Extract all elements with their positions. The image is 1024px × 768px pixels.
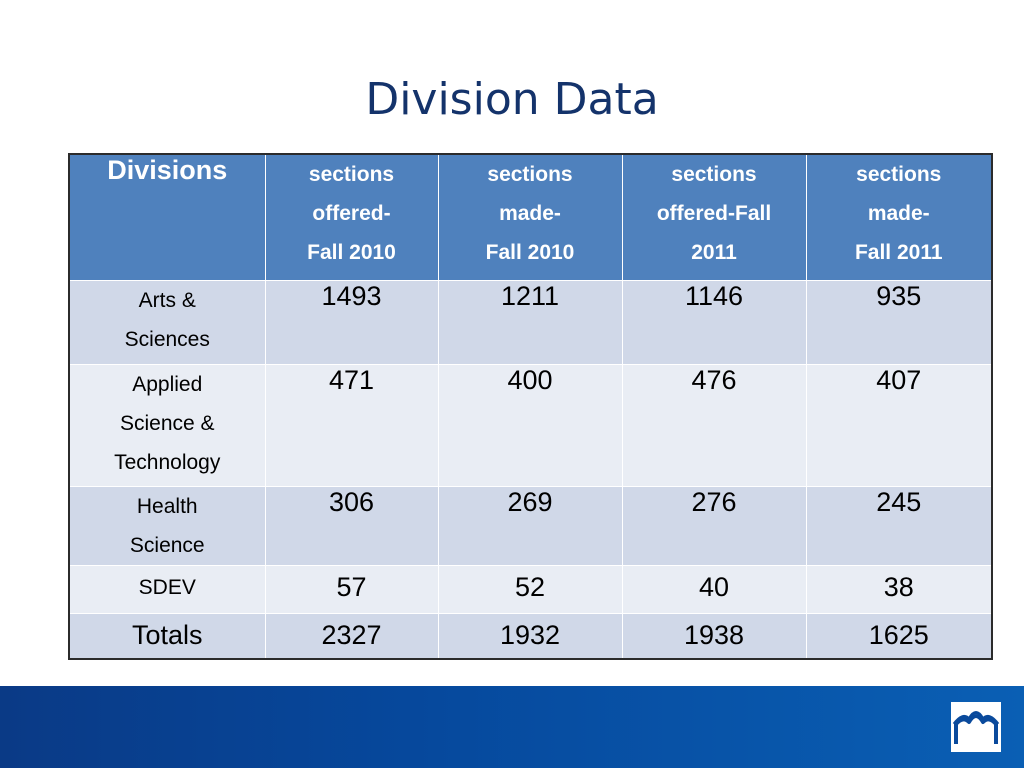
table-row (69, 364, 992, 486)
value-cell: 400 (438, 364, 622, 486)
value-cell: 276 (622, 486, 806, 565)
header-offered-fall-2011: sections offered-Fall 2011 (622, 154, 806, 280)
value-cell: 1211 (438, 280, 622, 364)
header-divisions: Divisions (69, 154, 265, 280)
division-name: Health Science (69, 486, 265, 565)
value-cell: 40 (622, 565, 806, 613)
total-cell: 1938 (622, 613, 806, 659)
value-cell: 476 (622, 364, 806, 486)
footer-band (0, 686, 1024, 768)
totals-row (69, 613, 992, 659)
total-cell: 2327 (265, 613, 438, 659)
division-data-table (68, 153, 993, 660)
total-cell: 1625 (806, 613, 992, 659)
division-name: Arts & Sciences (69, 280, 265, 364)
table-row (69, 486, 992, 565)
header-made-fall-2010: sections made- Fall 2010 (438, 154, 622, 280)
value-cell: 52 (438, 565, 622, 613)
value-cell: 407 (806, 364, 992, 486)
value-cell: 38 (806, 565, 992, 613)
value-cell: 1493 (265, 280, 438, 364)
value-cell: 245 (806, 486, 992, 565)
division-name: Applied Science & Technology (69, 364, 265, 486)
table-row (69, 565, 992, 613)
value-cell: 935 (806, 280, 992, 364)
value-cell: 57 (265, 565, 438, 613)
slide-title: Division Data (365, 74, 659, 125)
table-header-row (69, 154, 992, 280)
header-offered-fall-2010: sections offered- Fall 2010 (265, 154, 438, 280)
arch-logo-icon (951, 702, 1001, 752)
header-made-fall-2011: sections made- Fall 2011 (806, 154, 992, 280)
total-cell: 1932 (438, 613, 622, 659)
table-row (69, 280, 992, 364)
division-name: SDEV (69, 565, 265, 613)
totals-label: Totals (69, 613, 265, 659)
value-cell: 269 (438, 486, 622, 565)
value-cell: 306 (265, 486, 438, 565)
value-cell: 1146 (622, 280, 806, 364)
value-cell: 471 (265, 364, 438, 486)
